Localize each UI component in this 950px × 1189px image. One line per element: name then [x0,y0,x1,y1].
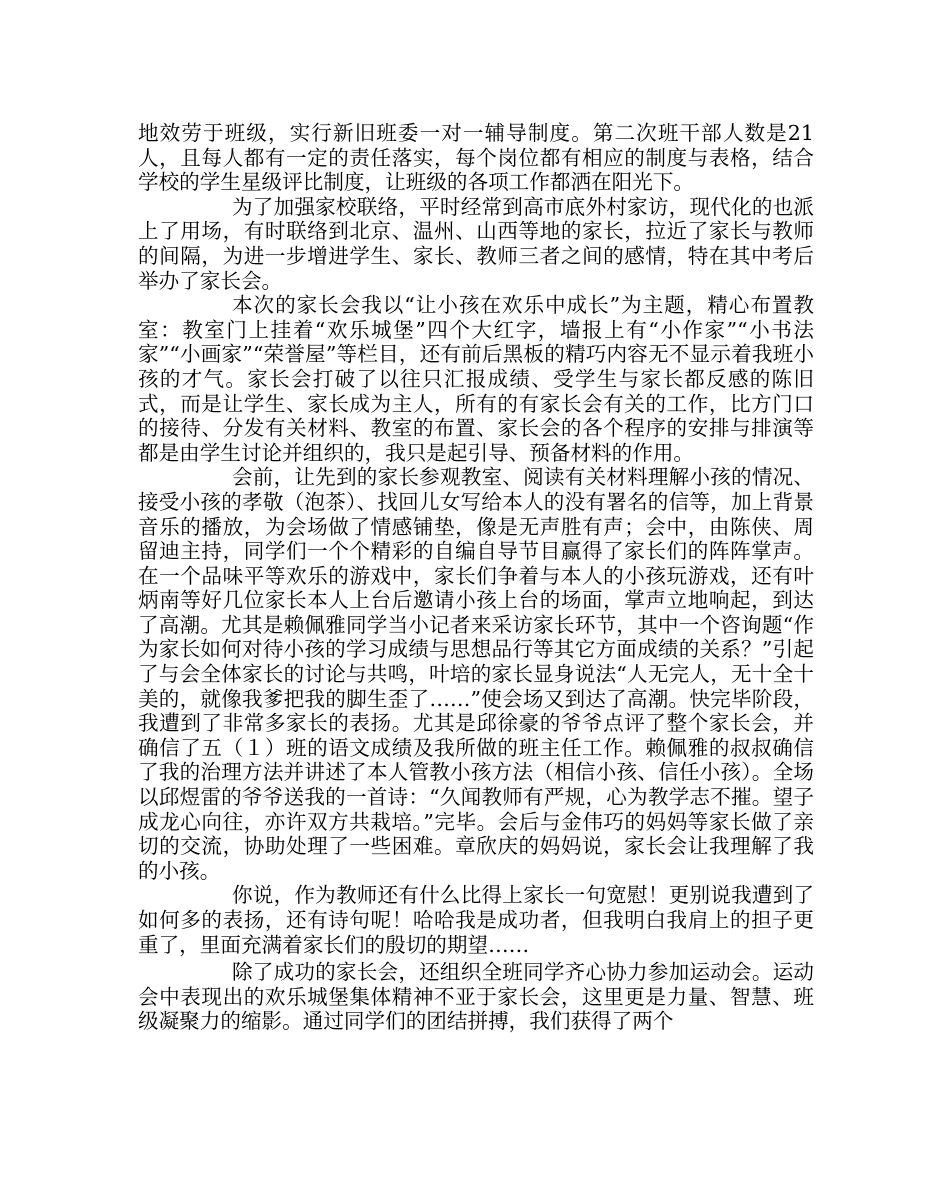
paragraph-continuation: 地效劳于班级，实行新旧班委一对一辅导制度。第二次班干部人数是21人，且每人都有一定的责任落实，每个岗位都有相应的制度与表格，结合学校的学生星级评比制度，让班级的各项工作都洒在阳光下。 [138,121,814,195]
paragraph-meeting-process: 会前，让先到的家长参观教室、阅读有关材料理解小孩的情况、接受小孩的孝敬（泡茶）、找回儿女写给本人的没有署名的信等，加上背景音乐的播放，为会场做了情感铺垫，像是无声胜有声；会中，由陈侠、周留迪主持，同学们一个个精彩的自编自导节目赢得了家长们的阵阵掌声。在一个品味平等欢乐的游戏中，家长们争着与本人的小孩玩游戏，还有叶炳南等好几位家长本人上台后邀请小孩上台的场面，掌声立地响起，到达了高潮。尤其是赖佩雅同学当小记者来采访家长环节，其中一个咨询题“作为家长如何对待小孩的学习成绩与思想品行等其它方面成绩的关系？”引起了与会全体家长的讨论与共鸣，叶培的家长显身说法“人无完人，无十全十美的，就像我爹把我的脚生歪了……”使会场又到达了高潮。快完毕阶段，我遭到了非常多家长的表扬。尤其是邱徐豪的爷爷点评了整个家长会，并确信了五（１）班的语文成绩及我所做的班主任工作。赖佩雅的叔叔确信了我的治理方法并讲述了本人管教小孩方法（相信小孩、信任小孩）。全场以邱煜雷的爷爷送我的一首诗：“久闻教师有严规，心为教学志不摧。望子成龙心向往，亦许双方共栽培。”完毕。会后与金伟巧的妈妈等家长做了亲切的交流，协助处理了一些困难。章欣庆的妈妈说，家长会让我理解了我的小孩。 [138,465,814,883]
paragraph-sports-meeting: 除了成功的家长会，还组织全班同学齐心协力参加运动会。运动会中表现出的欢乐城堡集体精神不亚于家长会，这里更是力量、智慧、班级凝聚力的缩影。通过同学们的团结拼搏，我们获得了两个 [138,960,814,1034]
paragraph-home-school-contact: 为了加强家校联络，平时经常到高市底外村家访，现代化的也派上了用场，有时联络到北京、温州、山西等地的家长，拉近了家长与教师的间隔，为进一步增进学生、家长、教师三者之间的感情，特在其中考后举办了家长会。 [138,194,814,293]
paragraph-teacher-reflection: 你说，作为教师还有什么比得上家长一句宽慰！更别说我遭到了如何多的表扬，还有诗句呢！哈哈我是成功者，但我明白我肩上的担子更重了，里面充满着家长们的殷切的期望…… [138,883,814,957]
paragraph-parent-meeting-theme: 本次的家长会我以“让小孩在欢乐中成长”为主题，精心布置教室：教室门上挂着“欢乐城堡”四个大红字，墙报上有“小作家”“小书法家”“小画家”“荣誉屋”等栏目，还有前后黑板的精巧内容无不显示着我班小孩的才气。家长会打破了以往只汇报成绩、受学生与家长都反感的陈旧式，而是让学生、家长成为主人，所有的有家长会有关的工作，比方门口的接待、分发有关材料、教室的布置、家长会的各个程序的安排与排演等都是由学生讨论并组织的，我只是起引导、预备材料的作用。 [138,293,814,465]
document-page [138,121,814,1034]
